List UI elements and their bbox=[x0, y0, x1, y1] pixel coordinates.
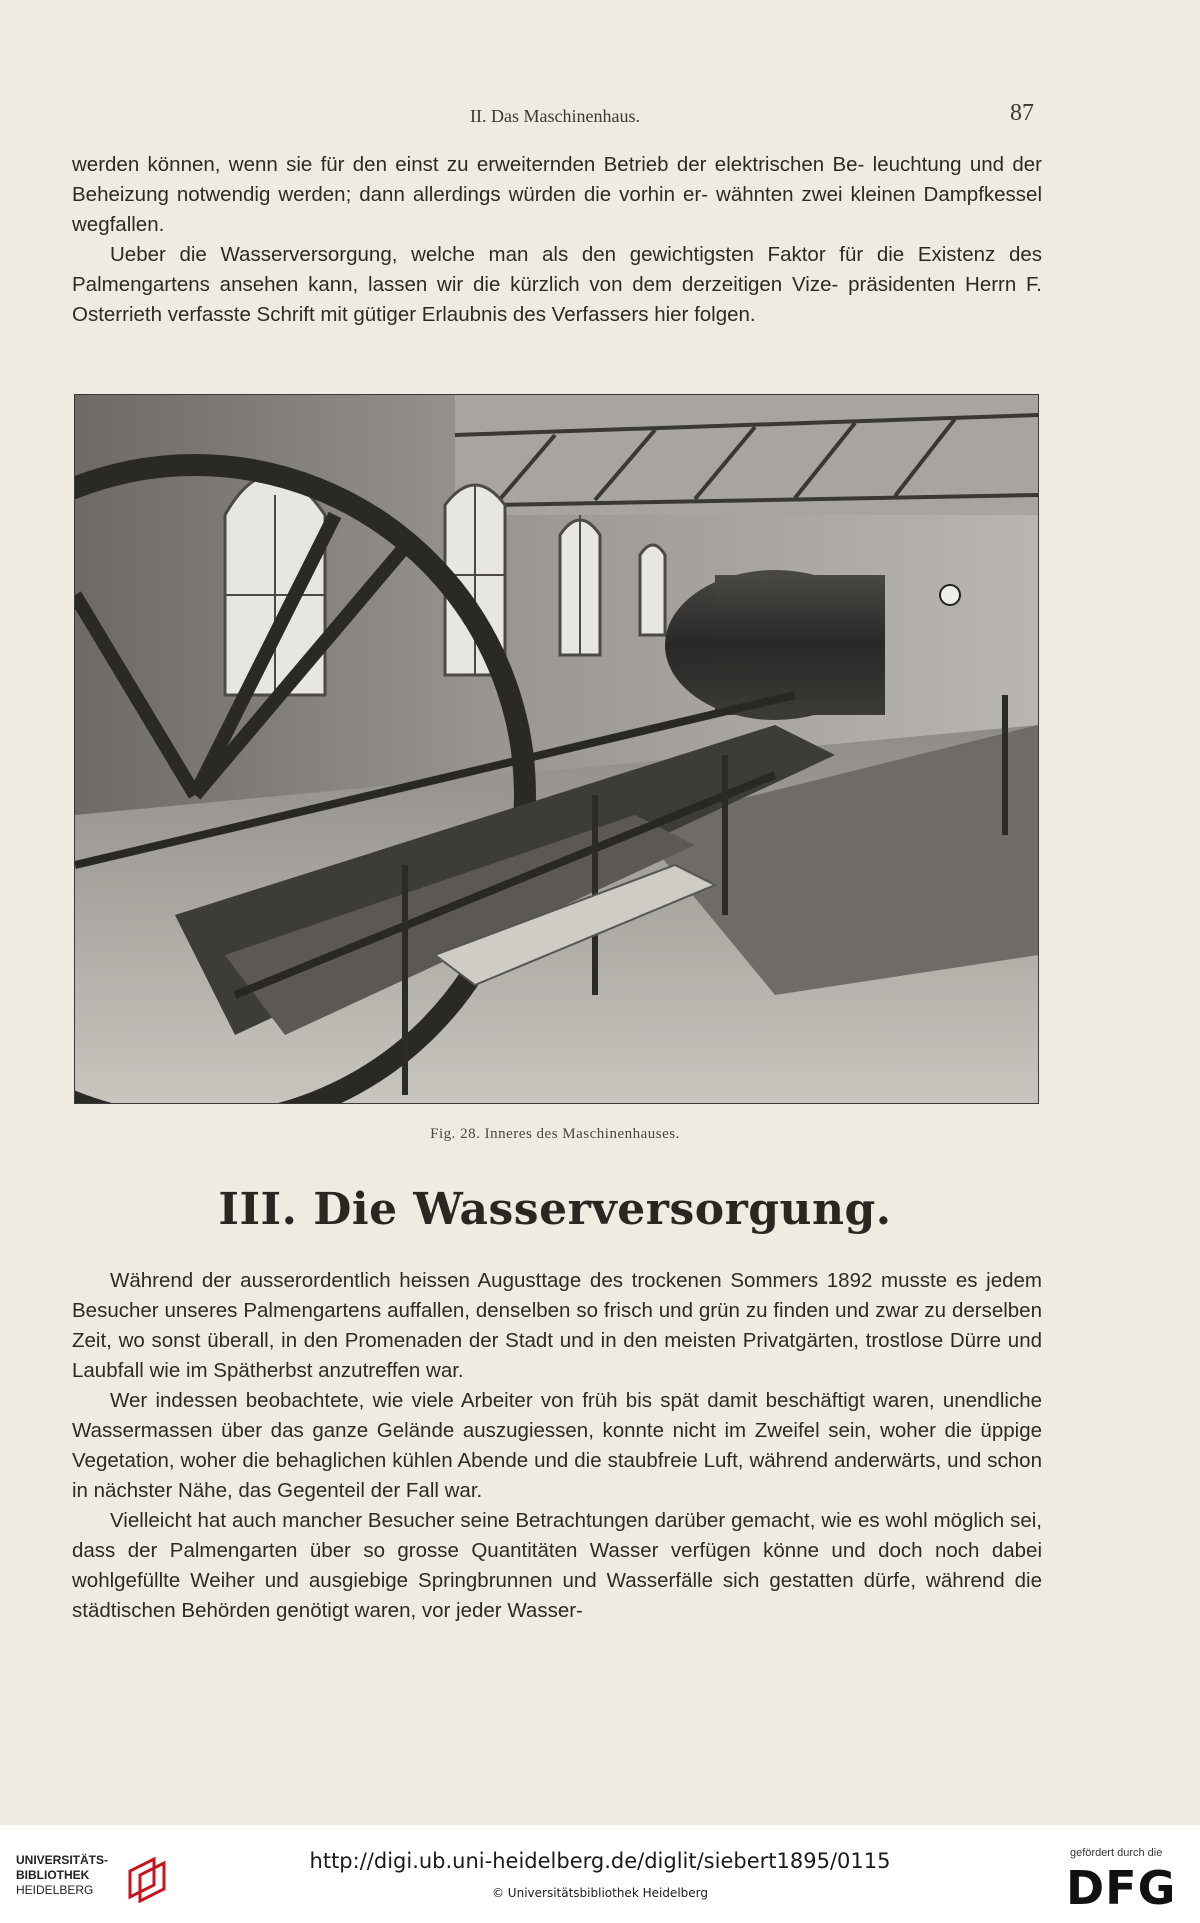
library-name-line: UNIVERSITÄTS- bbox=[16, 1853, 109, 1867]
paragraph: Ueber die Wasserversorgung, welche man als den gewichtigsten Faktor für die Existenz des Palmengartens ansehen kann, lassen wir die kürzlich von dem derzeitigen Vize- präsidenten Herrn F. Osterrieth verfasste Schrift mit gütiger Erlaubnis des Verfassers hier folgen. bbox=[72, 243, 1042, 326]
paragraph: werden können, wenn sie für den einst zu erweiternden Betrieb der elektrischen Be- leuchtung und der Beheizung notwendig werden; dann allerdings würden die vorhin er- wähnten zwei kleinen Dampfkessel wegfallen. bbox=[72, 153, 1042, 236]
copyright-notice: © Universitätsbibliothek Heidelberg bbox=[491, 1886, 708, 1900]
dfg-logo[interactable]: DFG bbox=[1066, 1861, 1177, 1915]
library-name bbox=[16, 1853, 108, 1898]
figure-caption: Fig. 28. Inneres des Maschinenhauses. bbox=[430, 1126, 680, 1142]
university-library-logo[interactable] bbox=[16, 1851, 166, 1907]
page-number: 87 bbox=[1010, 100, 1034, 126]
funding-caption: gefördert durch die bbox=[1070, 1847, 1163, 1859]
digitization-footer bbox=[0, 1825, 1200, 1923]
library-name-line: HEIDELBERG bbox=[16, 1883, 94, 1897]
section-heading: III. Die Wasserversorgung. bbox=[218, 1184, 892, 1235]
paragraph: Während der ausserordentlich heissen Augusttage des trockenen Sommers 1892 musste es jedem Besucher unseres Palmengartens auffallen, denselben so frisch und grün zu finden und zwar zu derselben Zeit, wo sonst überall, in den Promenaden der Stadt und in den meisten Privatgärten, trostlose Dürre und Laubfall wie im Spätherbst anzutreffen war. bbox=[72, 1269, 1042, 1382]
top-text-block bbox=[72, 150, 1042, 330]
library-mark-icon bbox=[124, 1853, 174, 1903]
paragraph: Wer indessen beobachtete, wie viele Arbeiter von früh bis spät damit beschäftigt waren, unendliche Wassermassen über das ganze Gelände auszugiessen, konnte nicht im Zweifel sein, woher die üppige Vegetation, woher die behaglichen kühlen Abende und die staubfreie Luft, während anderwärts, und schon in nächster Nähe, das Gegenteil der Fall war. bbox=[72, 1389, 1042, 1502]
bottom-text-block bbox=[72, 1266, 1042, 1626]
paragraph: Vielleicht hat auch mancher Besucher seine Betrachtungen darüber gemacht, wie es wohl möglich sei, dass der Palmengarten über so grosse Quantitäten Wasser verfügen könne und doch noch dabei wohlgefüllte Weiher und ausgiebige Springbrunnen und Wasserfälle sich gestatten dürfe, während die städtischen Behörden genötigt waren, vor jeder Wasser- bbox=[72, 1509, 1042, 1622]
figure-photograph-machine-house bbox=[74, 394, 1039, 1104]
permalink-url[interactable]: http://digi.ub.uni-heidelberg.de/diglit/siebert1895/0115 bbox=[309, 1849, 891, 1873]
library-name-line: BIBLIOTHEK bbox=[16, 1868, 90, 1882]
running-head-title: II. Das Maschinenhaus. bbox=[470, 106, 640, 126]
photo-machine-hall-illustration bbox=[75, 395, 1038, 1103]
